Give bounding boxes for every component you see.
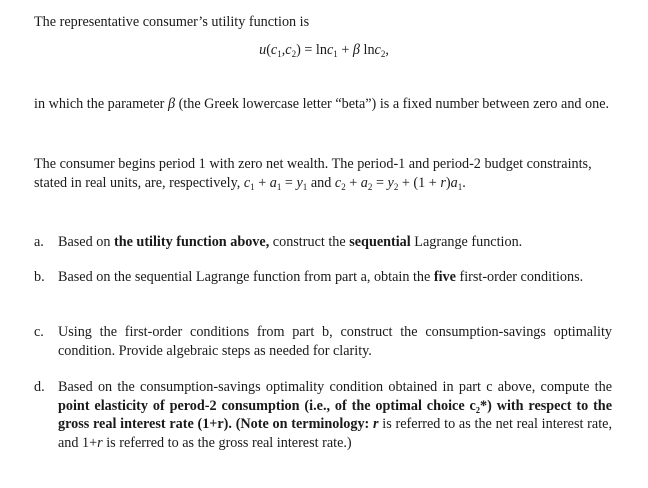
budget-paragraph: The consumer begins period 1 with zero net wealth. The period-1 and period-2 budget constraints, stated in real units, are, respectively, $c_1 + a_1 = y_1$ and $c_2 + a_2 = y_2 + (1 + r)a_1$.: [34, 156, 592, 192]
budget-constraint-1: $c_1 + a_1 = y_1$: [243, 175, 308, 192]
beta-symbol: β: [167, 96, 176, 112]
question-d: d. Based on the consumption-savings optimality condition obtained in part c above, compute the point elasticity of perod-2 consumption (i.e., of the optimal choice c₂*) with respect to the gross real interest rate (1+r). (Note on terminology: r is referred to as the net real interest rate, and 1+r is referred to as the gross real interest rate.): [34, 379, 612, 451]
question-label: d.: [34, 379, 45, 395]
question-label: b.: [34, 269, 45, 285]
parameter-paragraph: in which the parameter β (the Greek lowercase letter “beta”) is a fixed number between zero and one.: [34, 96, 610, 112]
question-a: a. Based on the utility function above, construct the sequential Lagrange function.: [34, 234, 523, 250]
question-b: b. Based on the sequential Lagrange function from part a, obtain the five first-order conditions.: [34, 269, 584, 285]
question-label: c.: [34, 324, 44, 340]
budget-constraint-2: $c_2 + a_2 = y_2 + (1 + r)a_1$: [334, 175, 463, 192]
question-c: c. Using the first-order conditions from part b, construct the consumption-savings optimality condition. Provide algebraic steps as needed for clarity.: [34, 324, 612, 359]
question-label: a.: [34, 234, 44, 250]
intro-text: The representative consumer’s utility function is: [34, 14, 310, 30]
utility-equation: $u(c_1,c_2) = \ln c_1 + \beta$ lnc$_2$,: [259, 42, 389, 59]
intro-line: [34, 13, 612, 32]
